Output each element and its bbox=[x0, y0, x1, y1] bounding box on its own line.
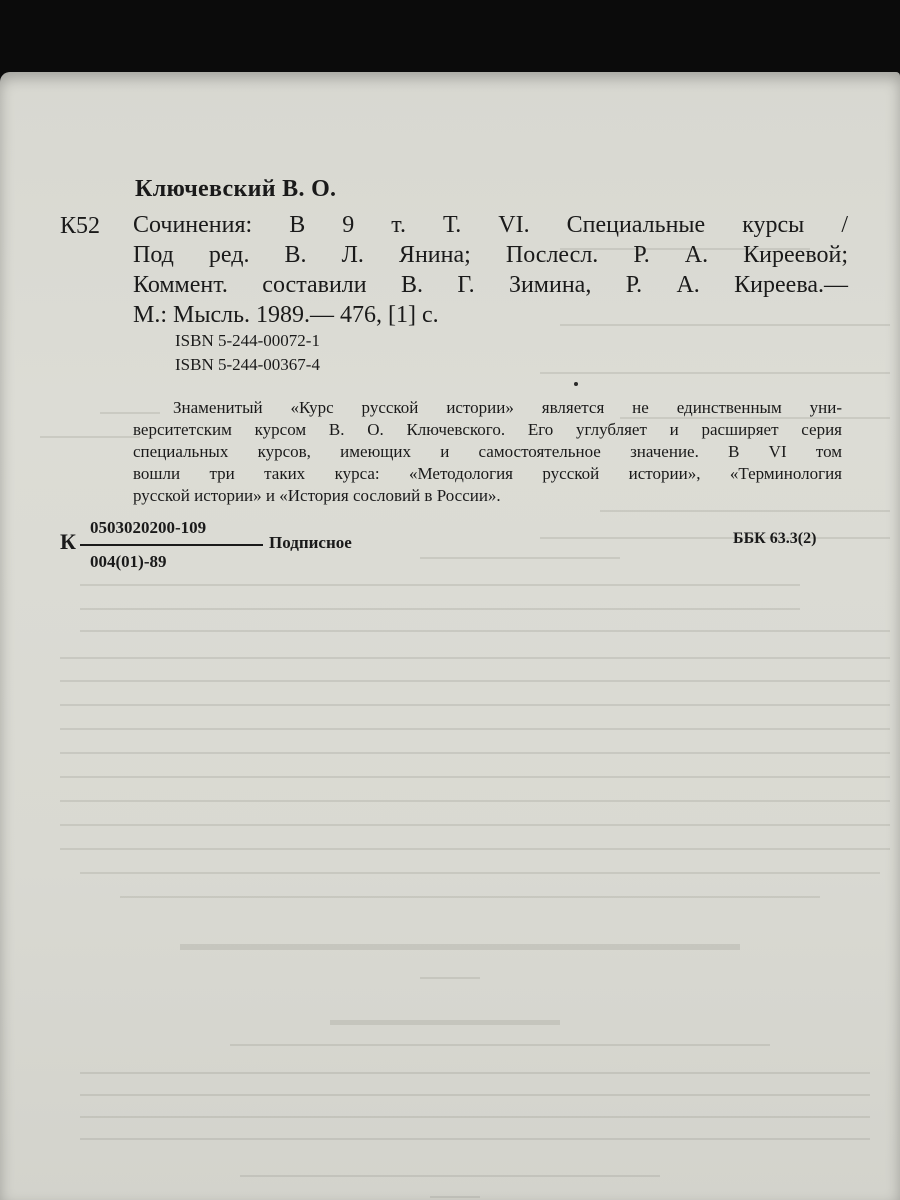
annotation-line: вошли три таких курса: «Методология русской истории», «Терминология bbox=[133, 464, 842, 483]
annotation-line: специальных курсов, имеющих и самостоятельное значение. В VI том bbox=[133, 442, 842, 461]
annotation-line: верситетским курсом В. О. Ключевского. Его углубляет и расширяет серия bbox=[133, 420, 842, 439]
index-denominator: 004(01)-89 bbox=[90, 552, 167, 571]
bibliographic-description bbox=[133, 210, 848, 330]
index-fraction-bar bbox=[80, 544, 263, 546]
description-line: Под ред. В. Л. Янина; Послесл. Р. А. Киреевой; bbox=[133, 242, 848, 268]
annotation-line: русской истории» и «История сословий в России». bbox=[133, 486, 501, 505]
annotation bbox=[133, 397, 842, 507]
description-line: М.: Мысль. 1989.— 476, [1] с. bbox=[133, 302, 439, 328]
subscription-label: Подписное bbox=[269, 533, 352, 552]
print-dot bbox=[574, 382, 578, 386]
description-line: Сочинения: В 9 т. Т. VI. Специальные курсы / bbox=[133, 212, 848, 238]
index-letter: К bbox=[60, 529, 76, 554]
annotation-line: Знаменитый «Курс русской истории» является не единственным уни- bbox=[173, 398, 842, 417]
author-name: Ключевский В. О. bbox=[135, 176, 337, 202]
catalog-code: К52 bbox=[60, 213, 101, 239]
index-numerator: 0503020200-109 bbox=[90, 518, 207, 537]
isbn-1: ISBN 5-244-00072-1 bbox=[175, 331, 320, 350]
description-line: Коммент. составили В. Г. Зимина, Р. А. Киреева.— bbox=[133, 272, 848, 298]
isbn-2: ISBN 5-244-00367-4 bbox=[175, 355, 320, 374]
bbk-code: ББК 63.3(2) bbox=[733, 530, 817, 547]
